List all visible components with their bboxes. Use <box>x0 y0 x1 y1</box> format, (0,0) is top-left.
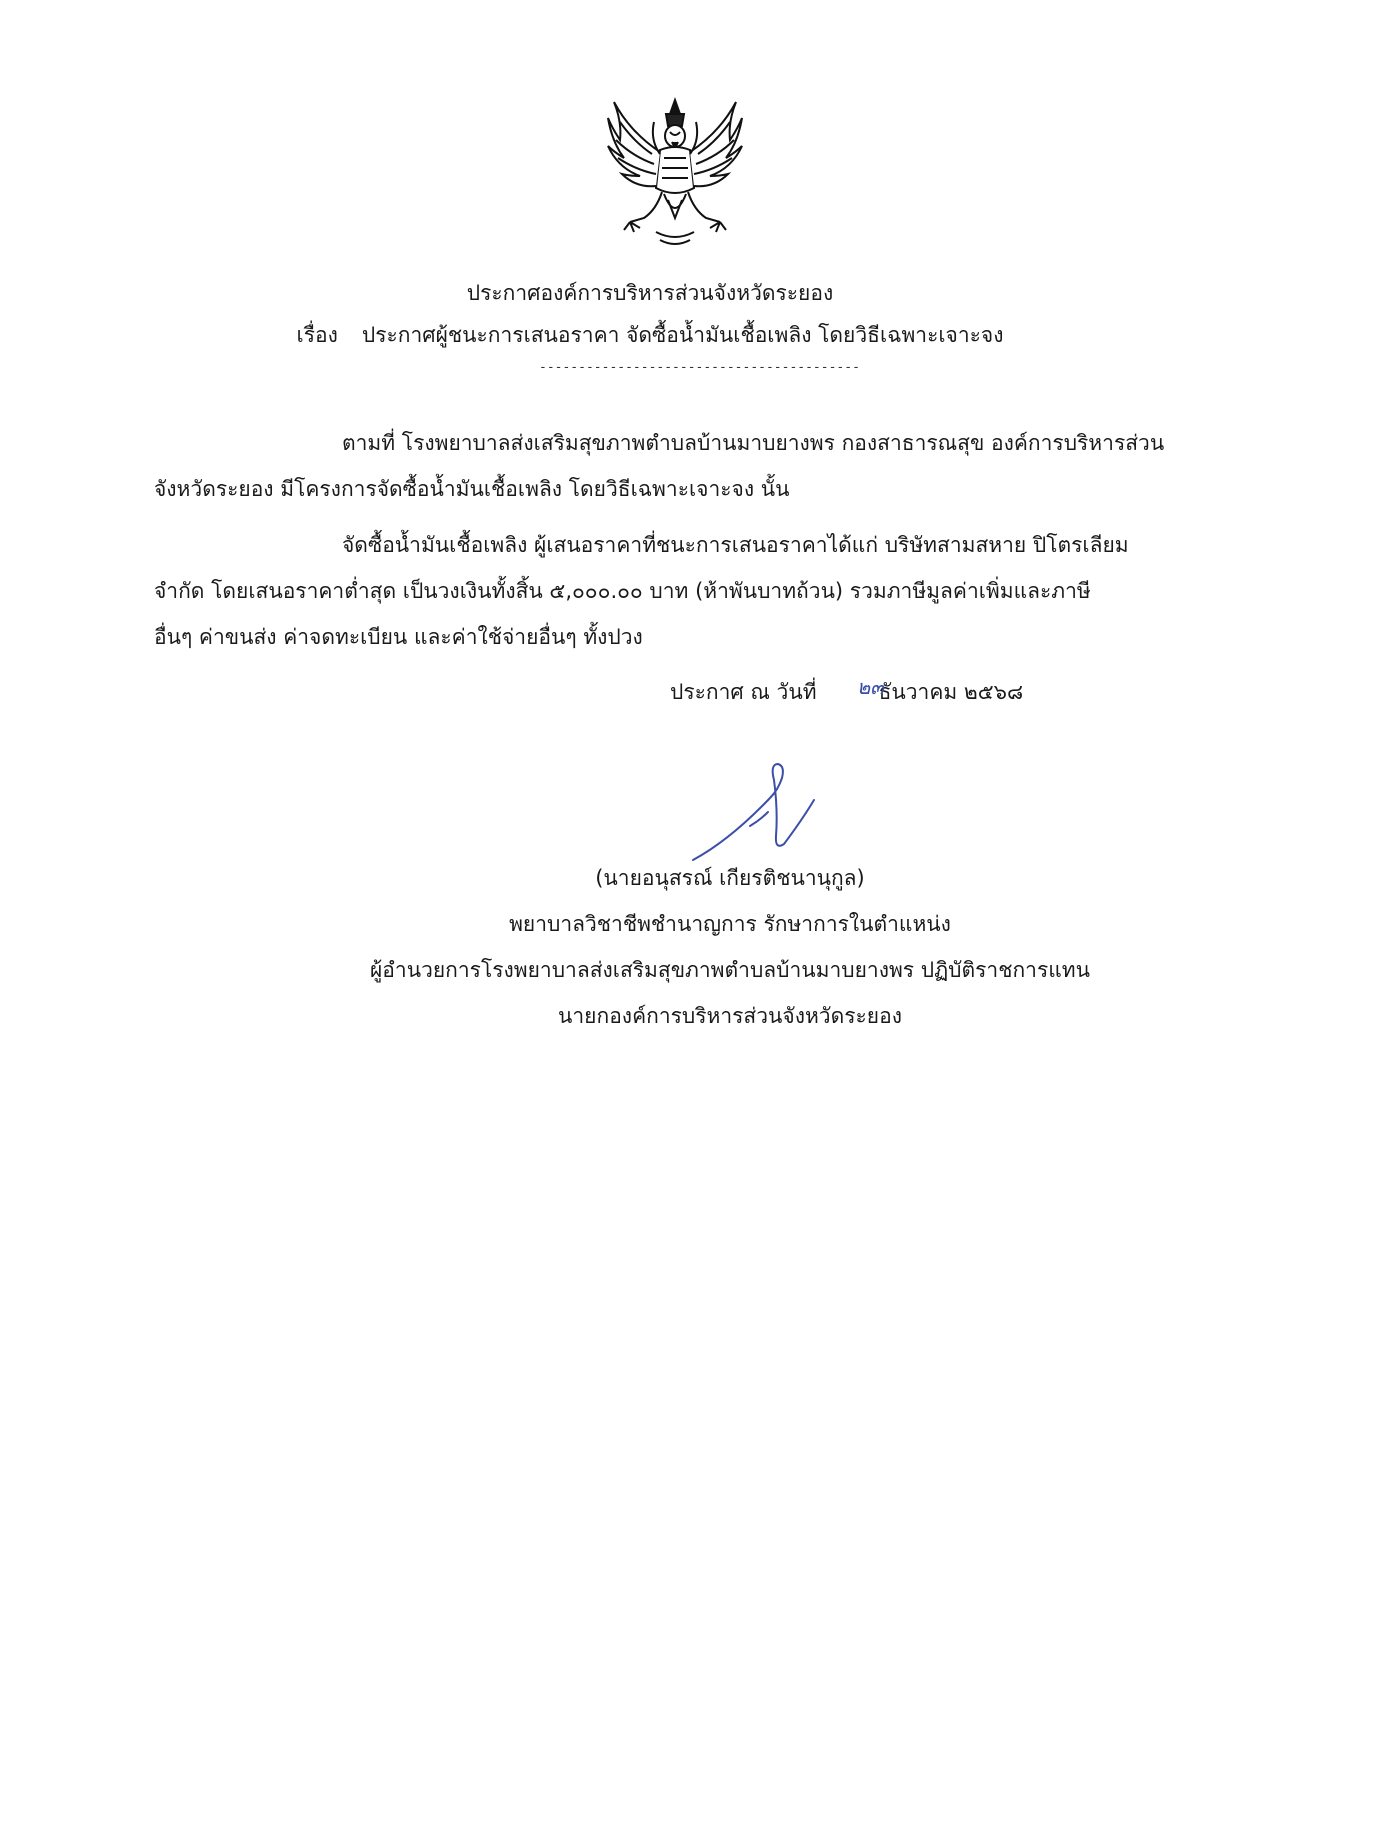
paragraph2-line1: จัดซื้อน้ำมันเชื้อเพลิง ผู้เสนอราคาที่ชนะการเสนอราคาได้แก่ บริษัทสามสหาย ปิโตรเลียม <box>342 533 1129 557</box>
subject-label: เรื่อง <box>296 323 338 347</box>
handwritten-signature-icon <box>690 760 860 870</box>
announce-date <box>670 677 1023 707</box>
garuda-emblem-icon <box>600 92 750 252</box>
document-title: ประกาศองค์การบริหารส่วนจังหวัดระยอง <box>466 281 834 305</box>
separator-line: ----------------------------------------- <box>539 360 860 375</box>
paragraph2-line2: จำกัด โดยเสนอราคาต่ำสุด เป็นวงเงินทั้งสิ้น ๕,๐๐๐.๐๐ บาท (ห้าพันบาทถ้วน) รวมภาษีมูลค่าเพิ่มและภาษี <box>154 579 1091 603</box>
paragraph2-line3: อื่นๆ ค่าขนส่ง ค่าจดทะเบียน และค่าใช้จ่ายอื่นๆ ทั้งปวง <box>154 625 643 649</box>
announce-month-year: ธันวาคม ๒๕๖๘ <box>878 680 1024 704</box>
paragraph1-line2: จังหวัดระยอง มีโครงการจัดซื้อน้ำมันเชื้อเพลิง โดยวิธีเฉพาะเจาะจง นั้น <box>154 477 790 501</box>
announce-prefix: ประกาศ ณ วันที่ <box>670 680 817 704</box>
subject-text: ประกาศผู้ชนะการเสนอราคา จัดซื้อน้ำมันเชื้อเพลิง โดยวิธีเฉพาะเจาะจง <box>361 323 1004 347</box>
handwritten-day: ๒๓ <box>857 675 884 699</box>
paragraph1-line1: ตามที่ โรงพยาบาลส่งเสริมสุขภาพตำบลบ้านมาบยางพร กองสาธารณสุข องค์การบริหารส่วน <box>342 431 1165 455</box>
signatory-name: (นายอนุสรณ์ เกียรติชนานุกูล) <box>595 866 865 890</box>
signatory-position1: พยาบาลวิชาชีพชำนาญการ รักษาการในตำแหน่ง <box>509 912 951 936</box>
document-subject <box>0 320 1300 350</box>
signatory-position3: นายกองค์การบริหารส่วนจังหวัดระยอง <box>558 1004 902 1028</box>
signatory-position2: ผู้อำนวยการโรงพยาบาลส่งเสริมสุขภาพตำบลบ้านมาบยางพร ปฏิบัติราชการแทน <box>370 958 1090 982</box>
